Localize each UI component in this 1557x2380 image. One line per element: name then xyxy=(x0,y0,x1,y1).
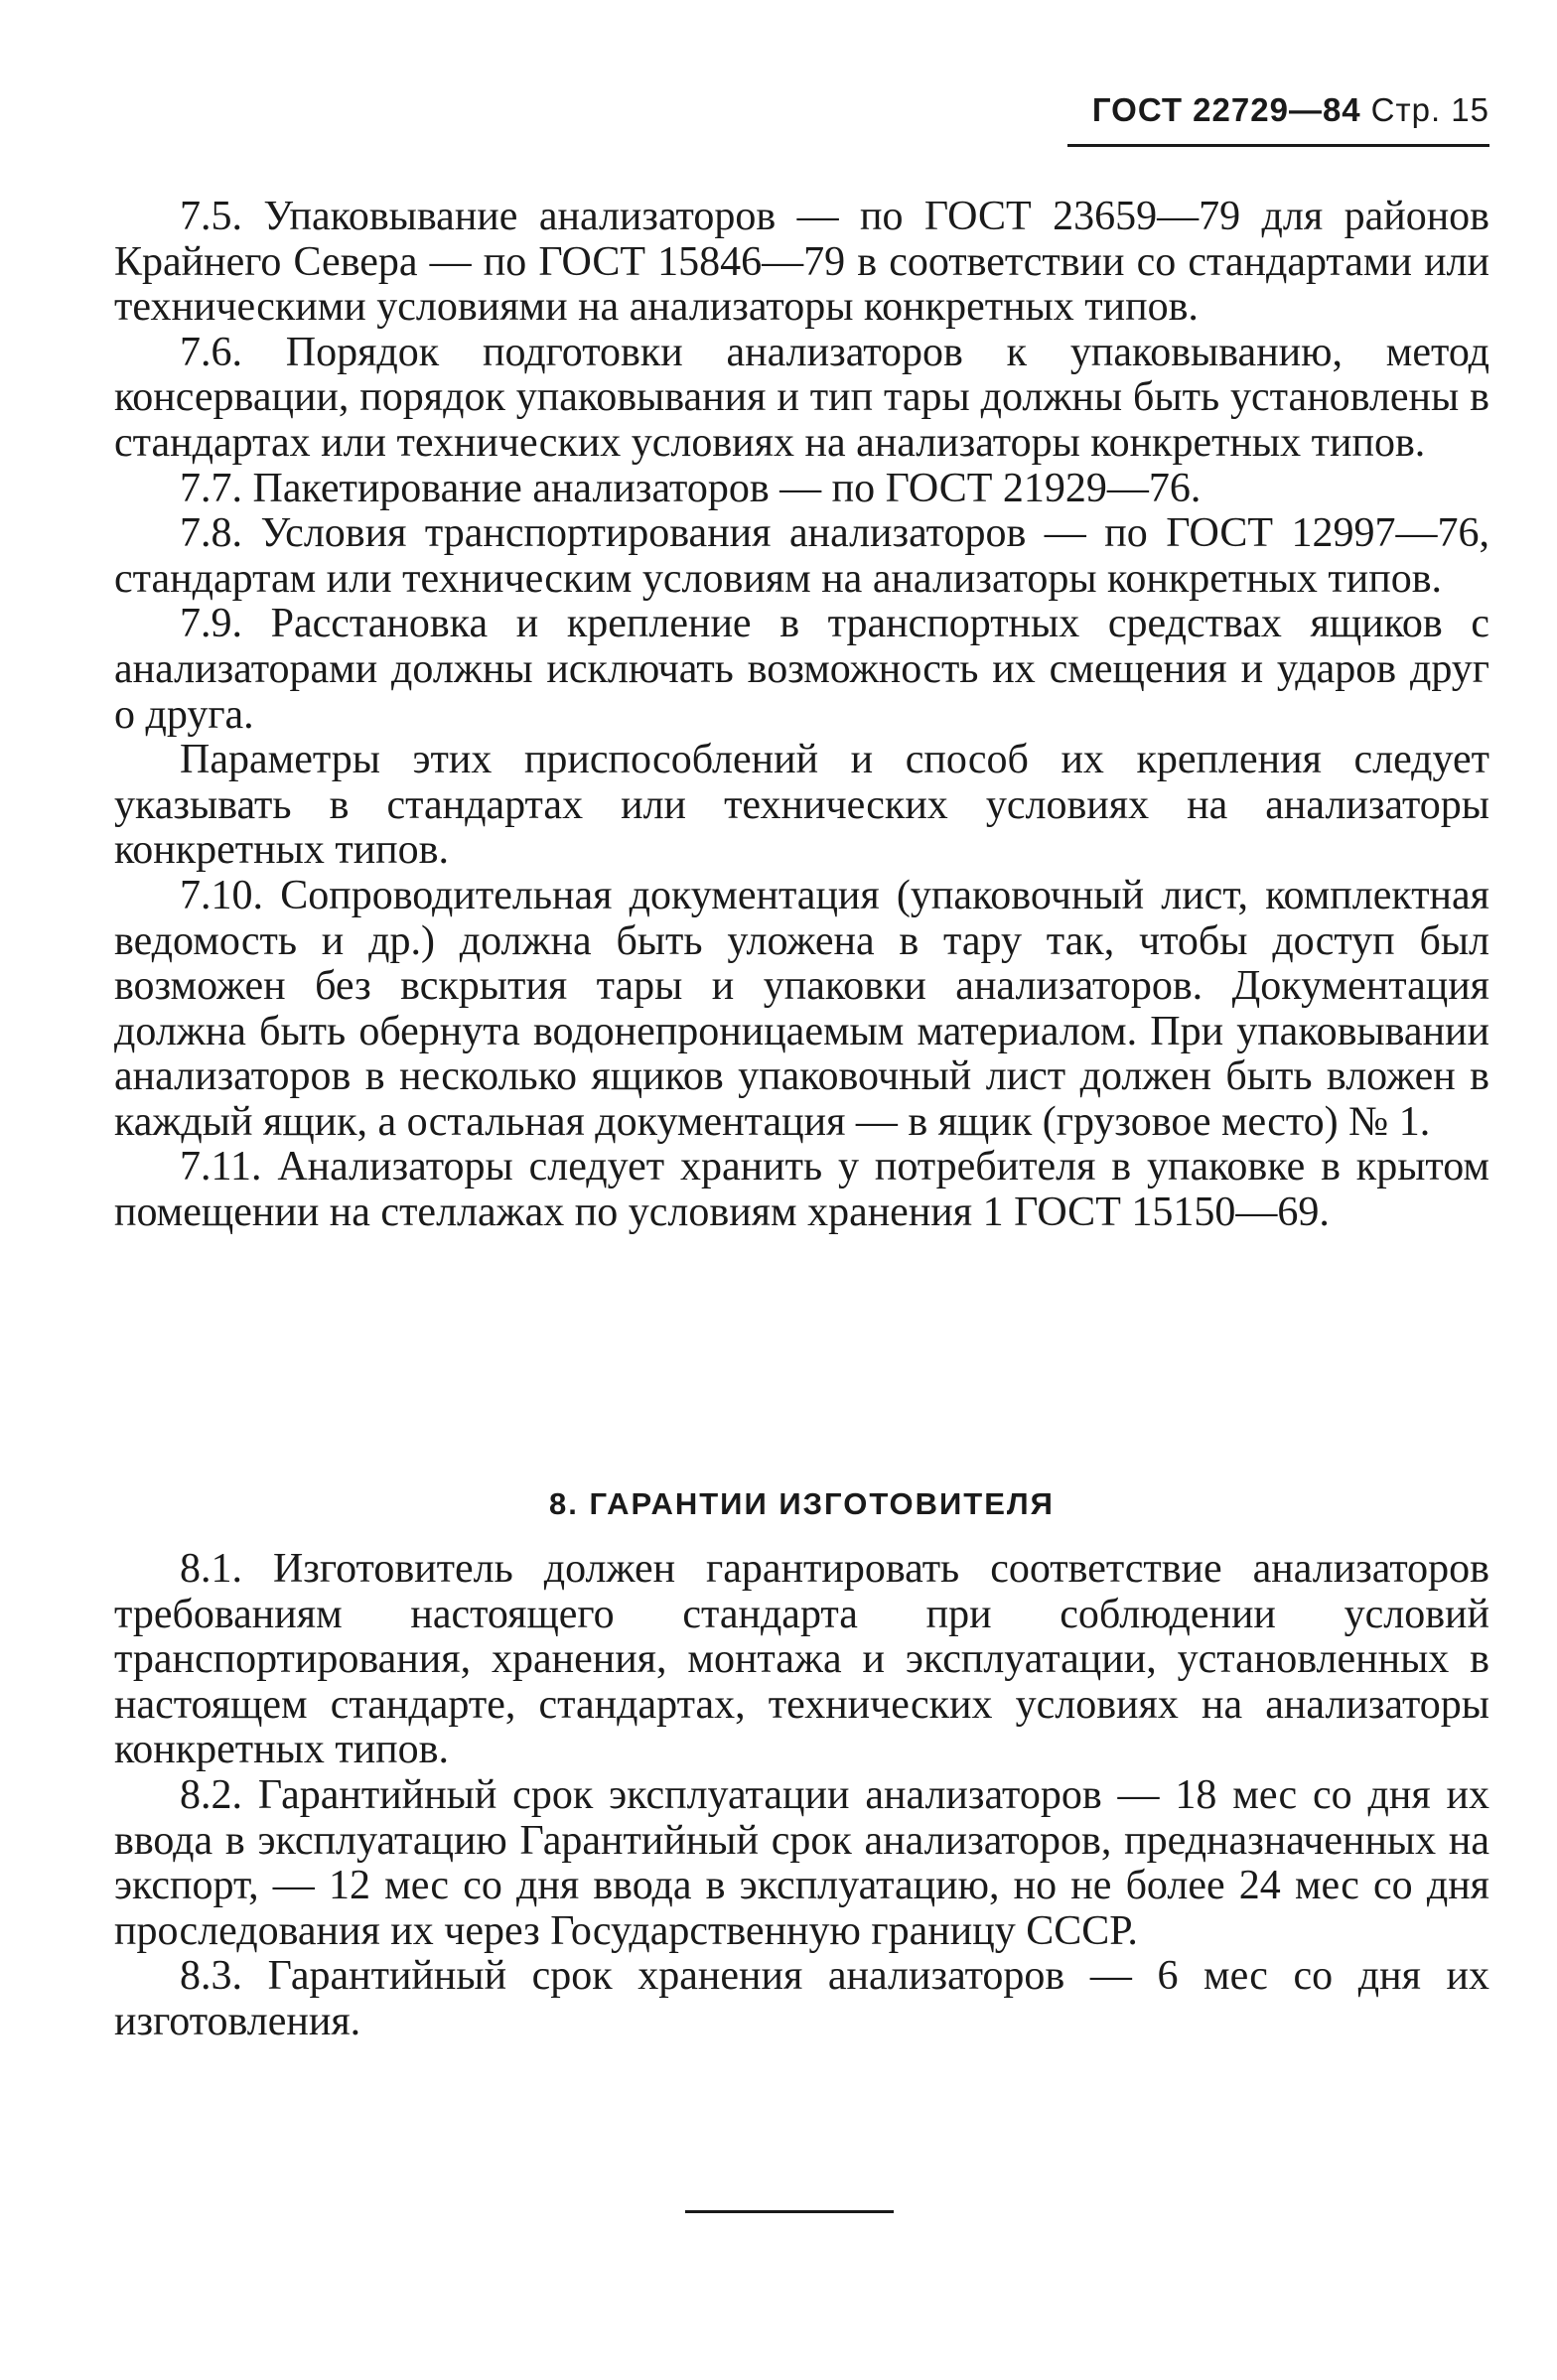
paragraph-8-1: 8.1. Изготовитель должен гарантировать соответствие анализаторов требованиям настоящего стандарта при соблюдении условий транспортирования, хранения, монтажа и эксплуатации, установленных в настоящем стандарте, стандартах, технических условиях на анализаторы конкретных типов. xyxy=(114,1546,1489,1773)
end-rule xyxy=(685,2210,894,2213)
page-number: Стр. 15 xyxy=(1370,91,1489,128)
paragraph-7-9-continued: Параметры этих приспособлений и способ их крепления следует указывать в стандартах или технических условиях на анализаторы конкретных типов. xyxy=(114,737,1489,874)
paragraph-7-9: 7.9. Расстановка и крепление в транспортных средствах ящиков с анализаторами должны исключать возможность их смещения и ударов друг о друга. xyxy=(114,601,1489,738)
paragraph-7-8: 7.8. Условия транспортирования анализаторов — по ГОСТ 12997—76, стандартам или техническим условиям на анализаторы конкретных типов. xyxy=(114,510,1489,602)
document-code: ГОСТ 22729—84 xyxy=(1091,91,1361,128)
paragraph-7-5: 7.5. Упаковывание анализаторов — по ГОСТ 23659—79 для районов Крайнего Севера — по ГОСТ 15846—79 в соответствии со стандартами или техническими условиями на анализаторы конкретных типов. xyxy=(114,194,1489,331)
paragraph-8-2: 8.2. Гарантийный срок эксплуатации анализаторов — 18 мес со дня их ввода в эксплуатацию Гарантийный срок анализаторов, предназначенных на экспорт, — 12 мес со дня ввода в эксплуатацию, но не более 24 мес со дня проследования их через Государственную границу СССР. xyxy=(114,1771,1489,1954)
header-rule xyxy=(1067,144,1489,147)
paragraph-7-10: 7.10. Сопроводительная документация (упаковочный лист, комплектная ведомость и др.) должна быть уложена в тару так, чтобы доступ был возможен без вскрытия тары и упаковки анализаторов. Документация должна быть обернута водонепроницаемым материалом. При упаковывании анализаторов в несколько ящиков упаковочный лист должен быть вложен в каждый ящик, а остальная документация — в ящик (грузовое место) № 1. xyxy=(114,872,1489,1145)
section-7-text xyxy=(114,195,1489,1236)
page-header xyxy=(1092,91,1489,129)
section-8-heading: 8. ГАРАНТИИ ИЗГОТОВИТЕЛЯ xyxy=(549,1486,1055,1521)
paragraph-7-11: 7.11. Анализаторы следует хранить у потребителя в упаковке в крытом помещении на стеллажах по условиям хранения 1 ГОСТ 15150—69. xyxy=(114,1144,1489,1236)
paragraph-7-6: 7.6. Порядок подготовки анализаторов к упаковыванию, метод консервации, порядок упаковывания и тип тары должны быть установлены в стандартах или технических условиях на анализаторы конкретных типов. xyxy=(114,329,1489,466)
paragraph-8-3: 8.3. Гарантийный срок хранения анализаторов — 6 мес со дня их изготовления. xyxy=(114,1953,1489,2044)
paragraph-7-7: 7.7. Пакетирование анализаторов — по ГОСТ 21929—76. xyxy=(180,465,1202,511)
section-8-text xyxy=(114,1547,1489,2045)
